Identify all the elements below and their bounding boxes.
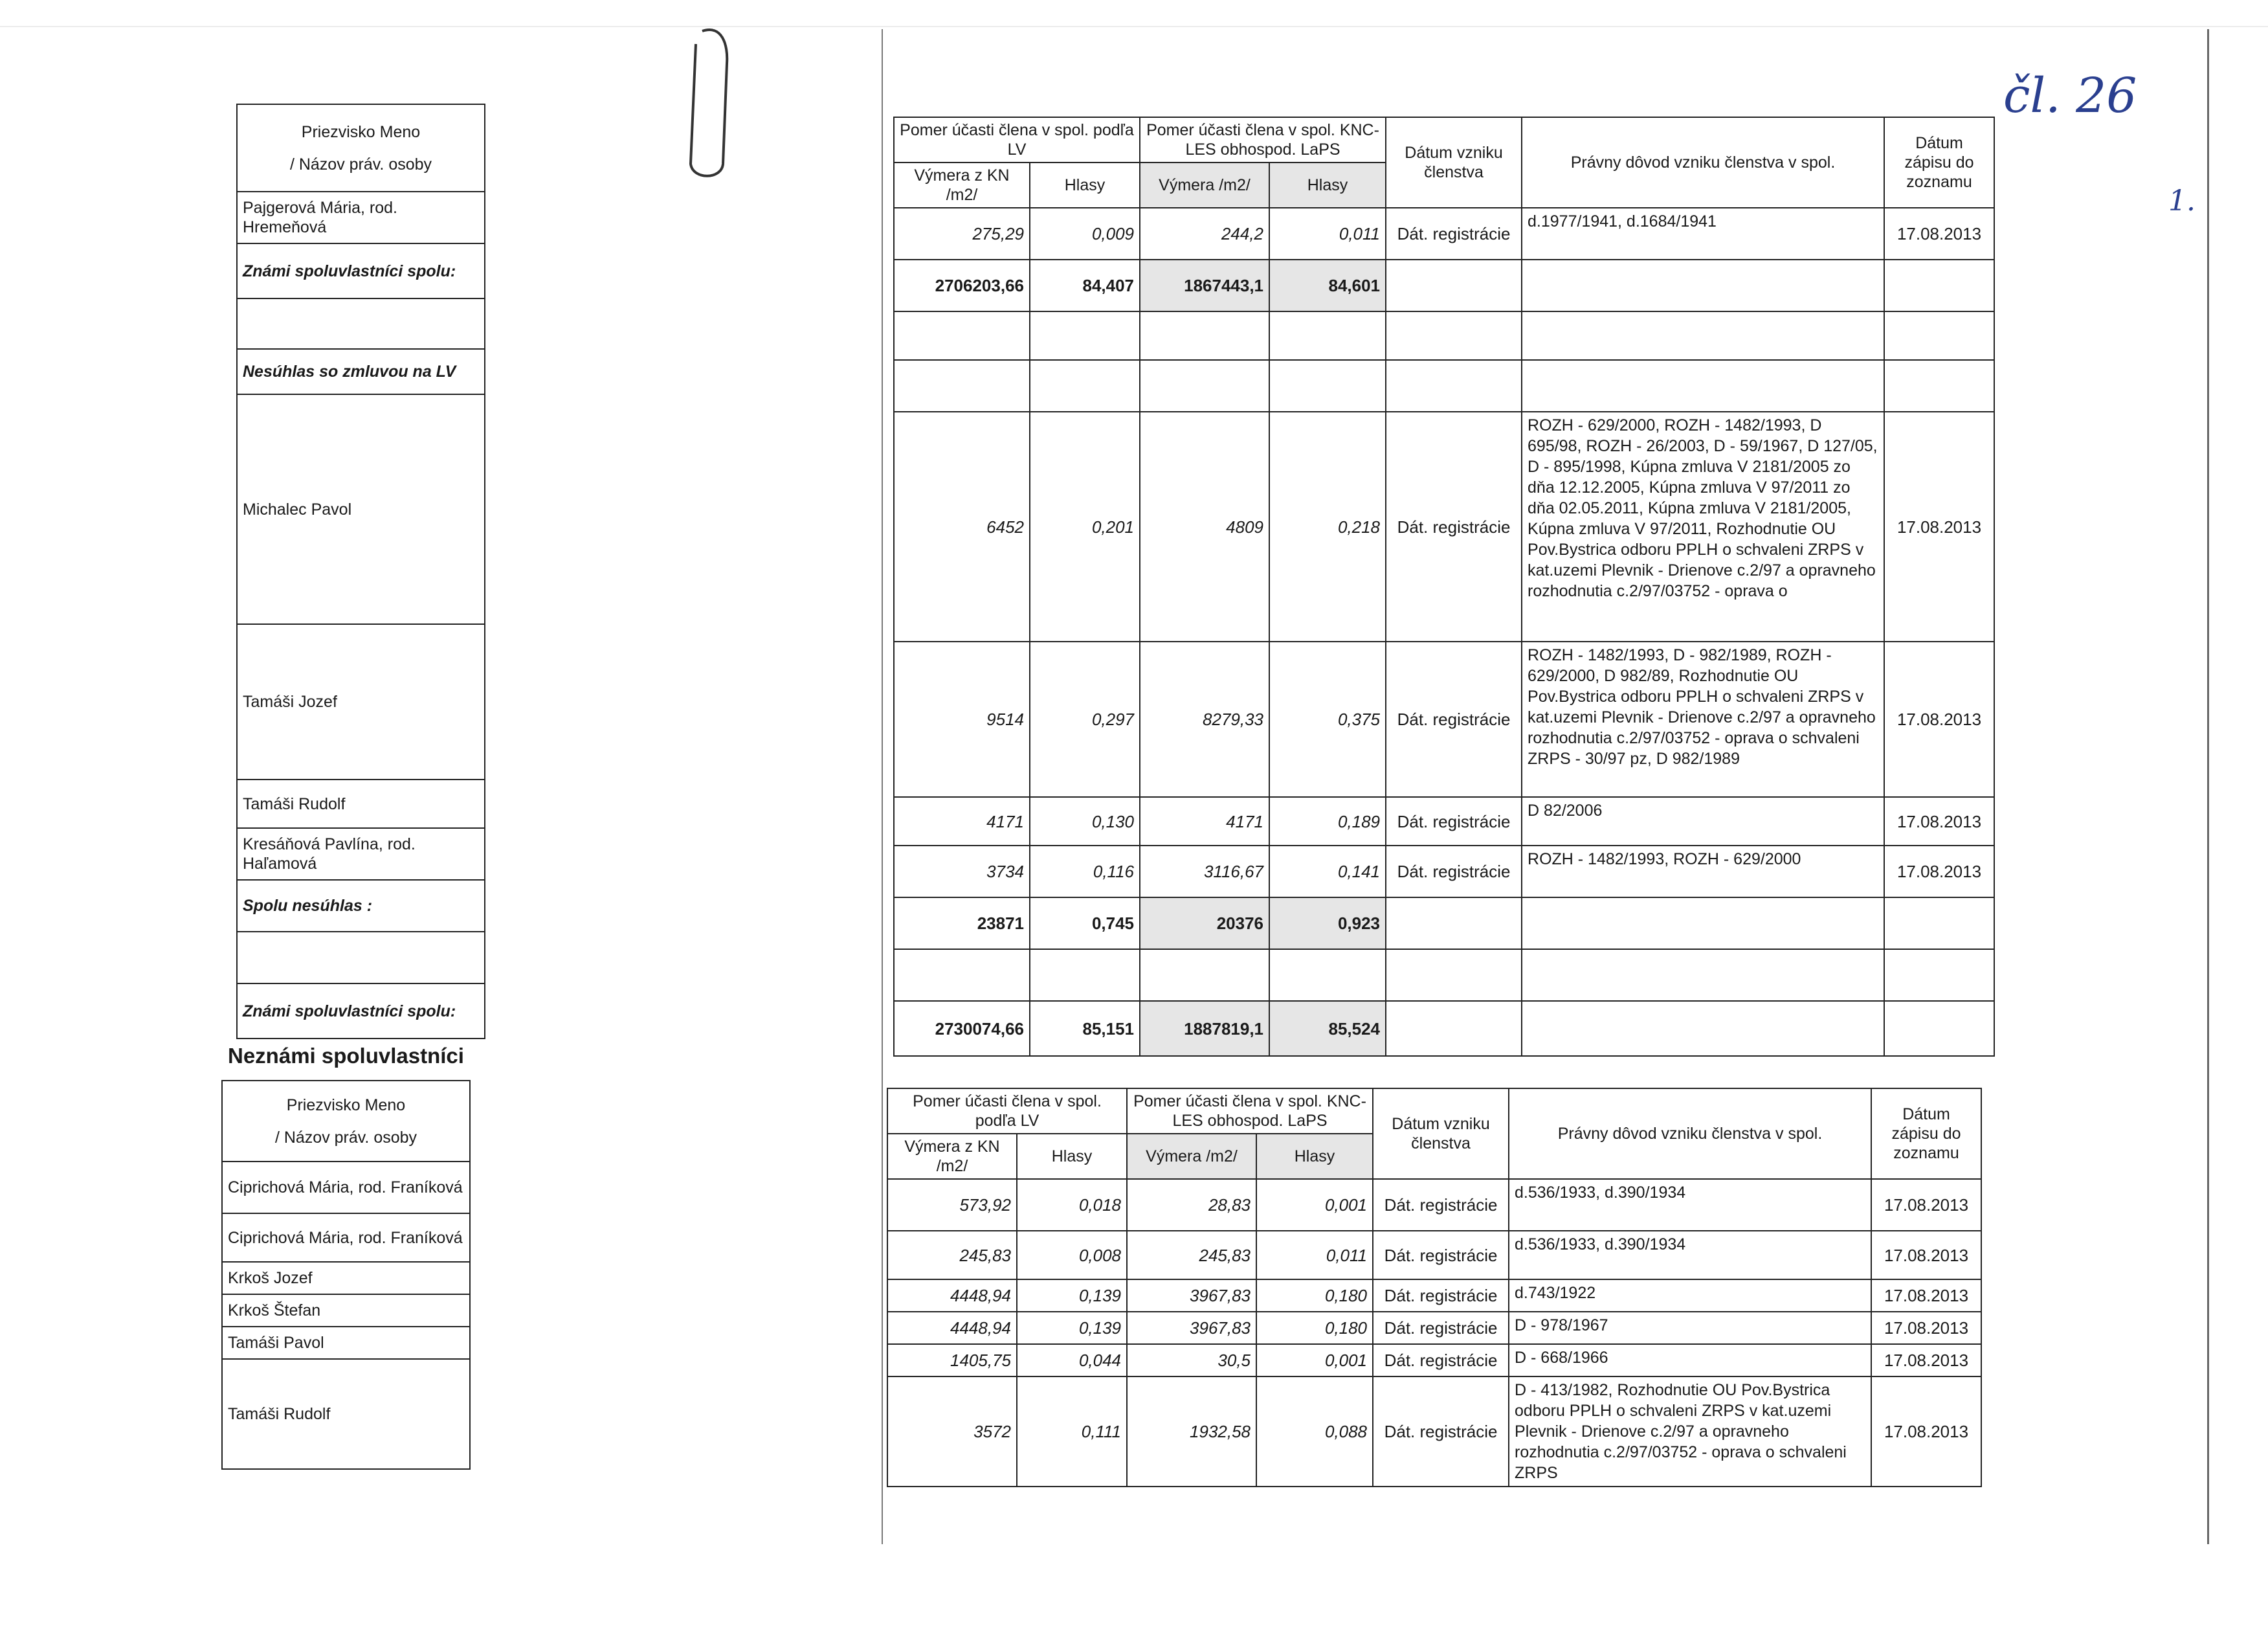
area-m2-cell: 1867443,1 [1140,260,1269,311]
area-kn-cell: 1405,75 [887,1344,1017,1376]
area-m2-cell: 1932,58 [1127,1376,1256,1487]
area-m2-cell: 1887819,1 [1140,1001,1269,1056]
votes-knc-cell: 0,001 [1256,1344,1373,1376]
area-m2-cell [1140,311,1269,360]
section-title-unknown-owners: Neznámi spoluvlastníci [228,1044,464,1068]
membership-date-cell [1386,949,1522,1001]
area-m2-cell: 3967,83 [1127,1279,1256,1312]
table-row [894,412,1994,642]
table-row [887,1231,1981,1279]
votes-cell [1030,360,1140,412]
legal-reason-cell: d.743/1922 [1509,1279,1871,1312]
votes-cell: 0,018 [1017,1179,1127,1231]
legal-reason-cell [1522,949,1884,1001]
owner-name: Tamáši Rudolf [237,780,485,828]
registration-date-cell: 17.08.2013 [1884,412,1994,642]
votes-knc-cell: 0,180 [1256,1279,1373,1312]
shares-table-top [893,117,1995,1057]
registration-date-cell: 17.08.2013 [1871,1344,1981,1376]
group-header-lv: Pomer účasti člena v spol. podľa LV [894,117,1140,163]
registration-date-cell: 17.08.2013 [1871,1312,1981,1344]
votes-knc-cell [1269,311,1386,360]
table-row [894,1001,1994,1056]
area-m2-cell: 244,2 [1140,208,1269,260]
header-votes: Hlasy [1017,1134,1127,1179]
table-row [887,1312,1981,1344]
votes-knc-cell: 0,180 [1256,1312,1373,1344]
area-kn-cell: 4171 [894,797,1030,846]
page-top-edge [0,26,2268,27]
header-area-m2: Výmera /m2/ [1127,1134,1256,1179]
registration-date-cell: 17.08.2013 [1884,642,1994,797]
table-row [887,1344,1981,1376]
votes-knc-cell: 0,011 [1256,1231,1373,1279]
header-votes-knc: Hlasy [1269,163,1386,208]
votes-cell: 0,009 [1030,208,1140,260]
membership-date-cell: Dát. registrácie [1373,1231,1509,1279]
membership-date-cell [1386,311,1522,360]
owner-name: Pajgerová Mária, rod. Hremeňová [237,192,485,243]
votes-knc-cell: 0,088 [1256,1376,1373,1487]
registration-date-cell [1884,360,1994,412]
handwritten-side-mark: 1. [2168,185,2196,218]
membership-date-cell: Dát. registrácie [1373,1344,1509,1376]
area-kn-cell: 4448,94 [887,1279,1017,1312]
area-m2-cell: 3116,67 [1140,846,1269,897]
name-header-cell [222,1081,470,1162]
area-kn-cell [894,360,1030,412]
area-m2-cell: 4171 [1140,797,1269,846]
legal-reason-cell [1522,1001,1884,1056]
legal-reason-cell: ROZH - 629/2000, ROZH - 1482/1993, D 695/98, ROZH - 26/2003, D - 59/1967, D 127/05, D - 895/1998, Kúpna zmluva V 2181/2005 zo dňa 12.12.2005, Kúpna zmluva V 97/2011 zo dňa 02.05.2011, Kúpna zmluva V 2181/2005, Kúpna zmluva V 97/2011, Rozhodnutie OU Pov.Bystrica odboru PPLH o schvaleni ZRPS v kat.uzemi Plevnik - Drienove c.2/97 a opravneho rozhodnutia c.2/97/03752 - oprava o [1522,412,1884,642]
legal-reason-cell [1522,360,1884,412]
registration-date-cell [1884,311,1994,360]
shares-table-bottom [887,1088,1982,1487]
membership-date-cell [1386,1001,1522,1056]
subtotal-label: Známi spoluvlastníci spolu: [237,983,485,1039]
table-row [894,360,1994,412]
header-registration-date: Dátum zápisu do zoznamu [1884,117,1994,208]
header-registration-date: Dátum zápisu do zoznamu [1871,1088,1981,1179]
legal-reason-cell: D - 668/1966 [1509,1344,1871,1376]
votes-knc-cell [1269,360,1386,412]
disagreement-total-label: Spolu nesúhlas : [237,880,485,932]
votes-knc-cell: 0,375 [1269,642,1386,797]
header-votes-knc: Hlasy [1256,1134,1373,1179]
header-area-m2: Výmera /m2/ [1140,163,1269,208]
votes-cell: 0,139 [1017,1312,1127,1344]
paper-clip-icon [683,25,735,180]
votes-knc-cell: 85,524 [1269,1001,1386,1056]
area-kn-cell [894,949,1030,1001]
group-header-knc: Pomer účasti člena v spol. KNC-LES obhospod. LaPS [1127,1088,1373,1134]
area-kn-cell: 245,83 [887,1231,1017,1279]
legal-reason-cell: D - 978/1967 [1509,1312,1871,1344]
votes-knc-cell: 0,189 [1269,797,1386,846]
registration-date-cell: 17.08.2013 [1871,1179,1981,1231]
owner-name: Tamáši Pavol [222,1327,470,1359]
area-m2-cell: 8279,33 [1140,642,1269,797]
legal-reason-cell: d.536/1933, d.390/1934 [1509,1231,1871,1279]
registration-date-cell [1884,949,1994,1001]
area-kn-cell: 2730074,66 [894,1001,1030,1056]
membership-date-cell [1386,360,1522,412]
membership-date-cell: Dát. registrácie [1373,1279,1509,1312]
membership-date-cell: Dát. registrácie [1386,208,1522,260]
name-header-line2: / Názov práv. osoby [289,155,432,174]
membership-date-cell [1386,897,1522,949]
votes-cell [1030,949,1140,1001]
votes-cell: 0,116 [1030,846,1140,897]
owner-name: Tamáši Jozef [237,624,485,780]
membership-date-cell: Dát. registrácie [1373,1179,1509,1231]
table-row [894,897,1994,949]
owners-table-top [236,104,485,1039]
group-header-lv: Pomer účasti člena v spol. podľa LV [887,1088,1127,1134]
area-m2-cell [1140,360,1269,412]
owners-table-bottom [221,1080,471,1470]
table-row [894,208,1994,260]
header-membership-date: Dátum vzniku členstva [1386,117,1522,208]
area-m2-cell: 30,5 [1127,1344,1256,1376]
area-kn-cell: 4448,94 [887,1312,1017,1344]
area-m2-cell: 20376 [1140,897,1269,949]
votes-cell: 0,008 [1017,1231,1127,1279]
area-kn-cell [894,311,1030,360]
table-row [894,260,1994,311]
registration-date-cell: 17.08.2013 [1884,846,1994,897]
legal-reason-cell [1522,897,1884,949]
section-label-disagreement: Nesúhlas so zmluvou na LV [237,349,485,394]
votes-knc-cell: 0,218 [1269,412,1386,642]
membership-date-cell [1386,260,1522,311]
votes-cell: 0,201 [1030,412,1140,642]
area-m2-cell: 245,83 [1127,1231,1256,1279]
name-header-line2: / Názov práv. osoby [274,1128,417,1147]
votes-knc-cell: 0,001 [1256,1179,1373,1231]
legal-reason-cell: ROZH - 1482/1993, D - 982/1989, ROZH - 629/2000, D 982/89, Rozhodnutie OU Pov.Bystrica odboru PPLH o schvaleni ZRPS v kat.uzemi Plevnik - Drienove c.2/97 a opravneho rozhodnutia c.2/97/03752 - oprava o schvaleni ZRPS - 30/97 pz, D 982/1989 [1522,642,1884,797]
registration-date-cell: 17.08.2013 [1884,208,1994,260]
area-kn-cell: 275,29 [894,208,1030,260]
empty-cell [237,932,485,983]
votes-cell: 0,139 [1017,1279,1127,1312]
table-row [894,949,1994,1001]
owner-name: Krkoš Jozef [222,1262,470,1294]
votes-knc-cell: 84,601 [1269,260,1386,311]
page-right-edge [2207,29,2209,1544]
area-kn-cell: 573,92 [887,1179,1017,1231]
votes-knc-cell: 0,011 [1269,208,1386,260]
legal-reason-cell: ROZH - 1482/1993, ROZH - 629/2000 [1522,846,1884,897]
header-legal-reason: Právny dôvod vzniku členstva v spol. [1509,1088,1871,1179]
owner-name: Krkoš Štefan [222,1294,470,1327]
table-row [887,1376,1981,1487]
registration-date-cell [1884,1001,1994,1056]
registration-date-cell: 17.08.2013 [1884,797,1994,846]
membership-date-cell: Dát. registrácie [1386,797,1522,846]
votes-cell: 0,111 [1017,1376,1127,1487]
group-header-knc: Pomer účasti člena v spol. KNC-LES obhospod. LaPS [1140,117,1386,163]
legal-reason-cell: D 82/2006 [1522,797,1884,846]
handwritten-page-mark: čl. 26 [2003,68,2137,124]
area-kn-cell: 2706203,66 [894,260,1030,311]
header-legal-reason: Právny dôvod vzniku členstva v spol. [1522,117,1884,208]
votes-cell: 0,130 [1030,797,1140,846]
legal-reason-cell [1522,311,1884,360]
header-membership-date: Dátum vzniku členstva [1373,1088,1509,1179]
membership-date-cell: Dát. registrácie [1386,412,1522,642]
empty-cell [237,298,485,349]
votes-cell: 0,044 [1017,1344,1127,1376]
owner-name: Michalec Pavol [237,394,485,624]
votes-cell: 85,151 [1030,1001,1140,1056]
legal-reason-cell: D - 413/1982, Rozhodnutie OU Pov.Bystrica odboru PPLH o schvaleni ZRPS v kat.uzemi Plevnik - Drienove c.2/97 a opravneho rozhodnutia c.2/97/03752 - oprava o schvaleni ZRPS [1509,1376,1871,1487]
area-kn-cell: 6452 [894,412,1030,642]
header-votes: Hlasy [1030,163,1140,208]
area-m2-cell: 4809 [1140,412,1269,642]
membership-date-cell: Dát. registrácie [1373,1376,1509,1487]
page-fold-line [882,29,883,1544]
table-row [894,797,1994,846]
area-kn-cell: 23871 [894,897,1030,949]
table-row [894,311,1994,360]
registration-date-cell [1884,897,1994,949]
table-row [894,642,1994,797]
owner-name: Kresáňová Pavlína, rod. Haľamová [237,828,485,880]
registration-date-cell: 17.08.2013 [1871,1376,1981,1487]
membership-date-cell: Dát. registrácie [1373,1312,1509,1344]
registration-date-cell: 17.08.2013 [1871,1279,1981,1312]
registration-date-cell: 17.08.2013 [1871,1231,1981,1279]
owner-name: Tamáši Rudolf [222,1359,470,1469]
area-kn-cell: 3572 [887,1376,1017,1487]
table-row [894,846,1994,897]
votes-knc-cell: 0,923 [1269,897,1386,949]
header-area-kn: Výmera z KN /m2/ [887,1134,1017,1179]
votes-knc-cell [1269,949,1386,1001]
area-kn-cell: 9514 [894,642,1030,797]
area-m2-cell [1140,949,1269,1001]
header-area-kn: Výmera z KN /m2/ [894,163,1030,208]
legal-reason-cell [1522,260,1884,311]
table-row [887,1279,1981,1312]
legal-reason-cell: d.1977/1941, d.1684/1941 [1522,208,1884,260]
votes-cell [1030,311,1140,360]
name-header-line1: Priezvisko Meno [286,1095,406,1114]
owner-name: Ciprichová Mária, rod. Franíková [222,1162,470,1213]
area-kn-cell: 3734 [894,846,1030,897]
subtotal-label: Známi spoluvlastníci spolu: [237,243,485,298]
votes-knc-cell: 0,141 [1269,846,1386,897]
votes-cell: 0,745 [1030,897,1140,949]
membership-date-cell: Dát. registrácie [1386,642,1522,797]
name-header-line1: Priezvisko Meno [301,122,421,141]
votes-cell: 0,297 [1030,642,1140,797]
legal-reason-cell: d.536/1933, d.390/1934 [1509,1179,1871,1231]
registration-date-cell [1884,260,1994,311]
table-row [887,1179,1981,1231]
area-m2-cell: 28,83 [1127,1179,1256,1231]
owner-name: Ciprichová Mária, rod. Franíková [222,1213,470,1262]
membership-date-cell: Dát. registrácie [1386,846,1522,897]
votes-cell: 84,407 [1030,260,1140,311]
name-header-cell [237,104,485,192]
area-m2-cell: 3967,83 [1127,1312,1256,1344]
